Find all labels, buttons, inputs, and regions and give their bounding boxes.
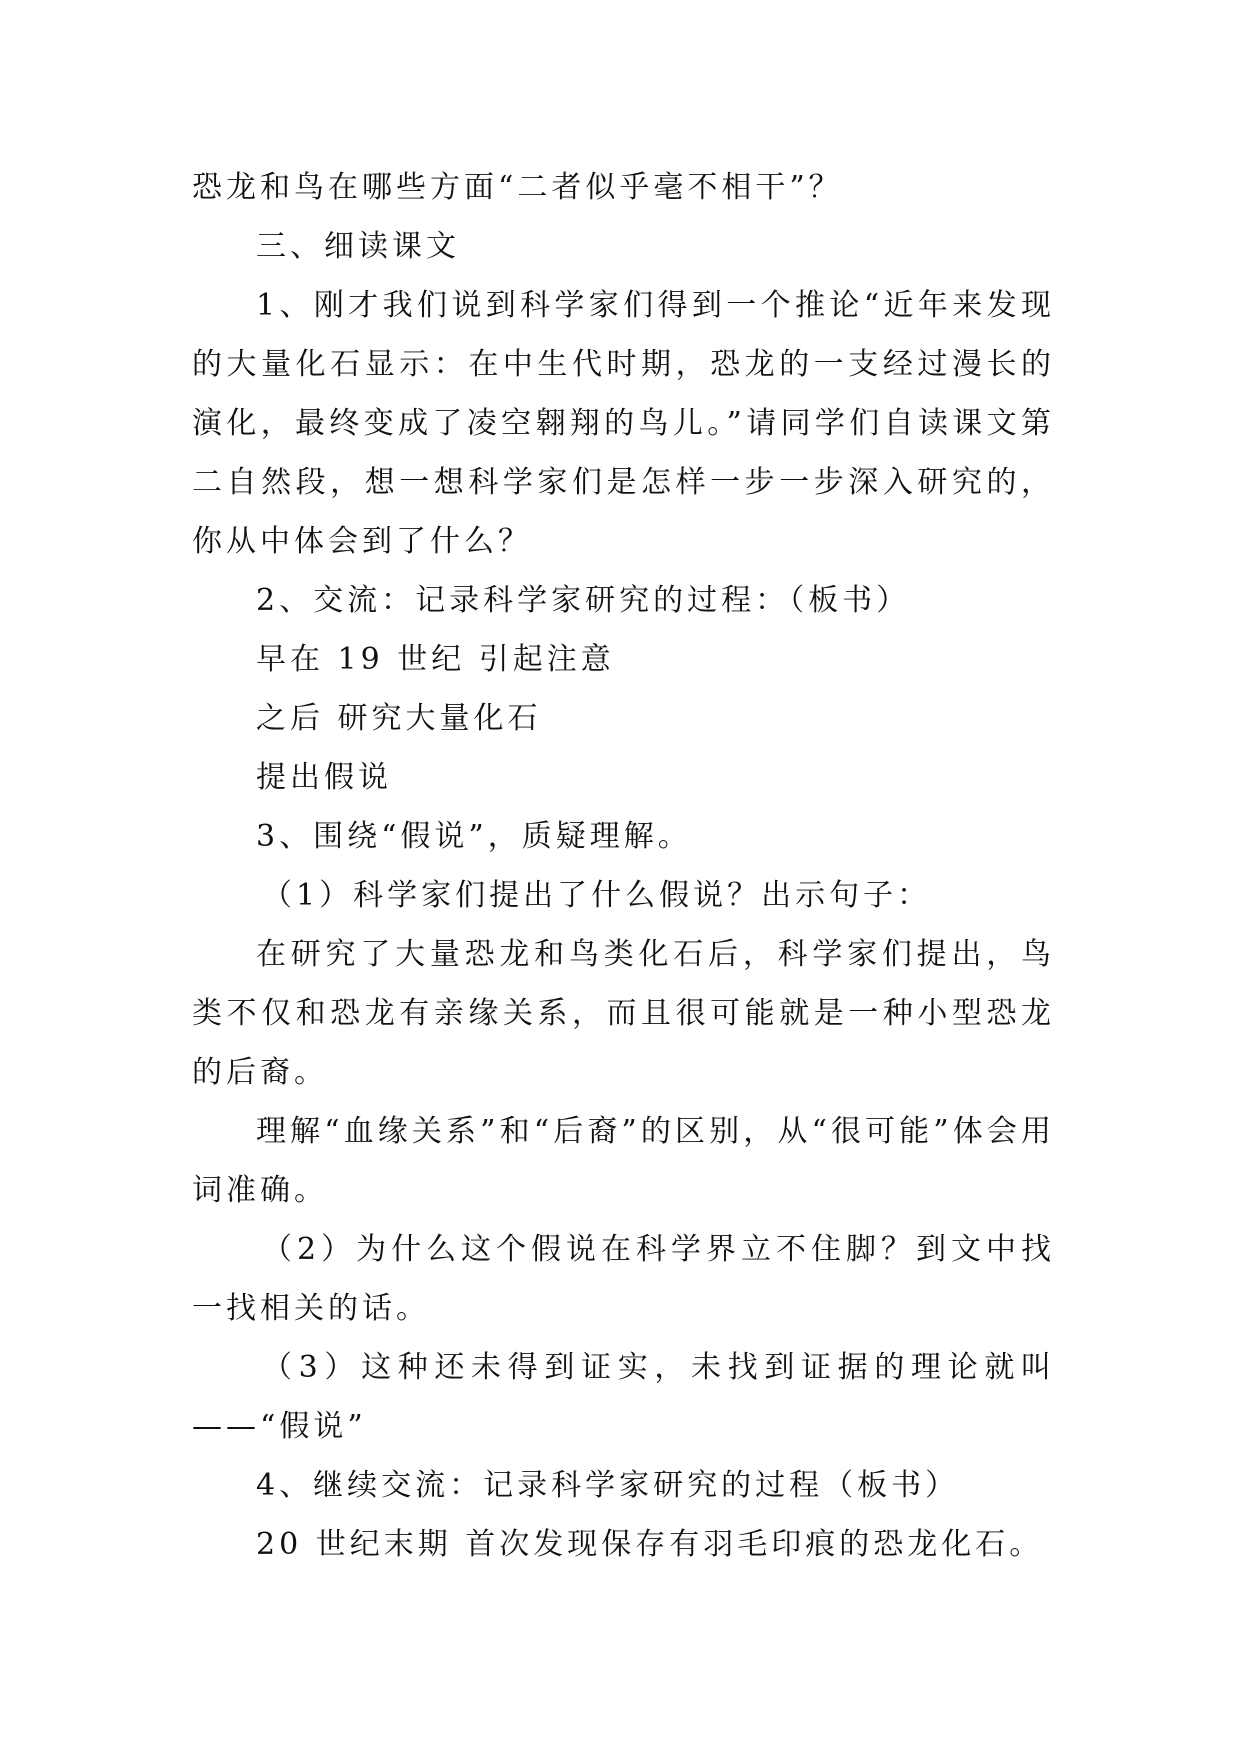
paragraph-step-1: 1、刚才我们说到科学家们得到一个推论“近年来发现的大量化石显示：在中生代时期，恐龙的一支经过漫长的演化，最终变成了凌空翱翔的鸟儿。”请同学们自读课文第二自然段，想一想科学家们是怎样一步一步深入研究的，你从中体会到了什么？	[192, 288, 1055, 559]
sub-question-2: （2）为什么这个假说在科学界立不住脚？到文中找一找相关的话。	[192, 1232, 1055, 1326]
paragraph-step-2: 2、交流：记录科学家研究的过程：（板书）	[256, 583, 911, 618]
paragraph-understanding: 理解“血缘关系”和“后裔”的区别，从“很可能”体会用词准确。	[192, 1114, 1055, 1208]
board-line-3: 提出假说	[256, 760, 392, 795]
paragraph-question: 恐龙和鸟在哪些方面“二者似乎毫不相干”？	[192, 170, 843, 205]
paragraph-step-3: 3、围绕“假说”，质疑理解。	[256, 819, 692, 854]
sub-question-3: （3）这种还未得到证实，未找到证据的理论就叫——“假说”	[192, 1350, 1055, 1444]
board-line-2: 之后 研究大量化石	[256, 701, 542, 736]
quoted-sentence: 在研究了大量恐龙和鸟类化石后，科学家们提出，鸟类不仅和恐龙有亲缘关系，而且很可能就是一种小型恐龙的后裔。	[192, 937, 1055, 1090]
sub-question-1: （1）科学家们提出了什么假说？出示句子：	[262, 878, 932, 913]
board-line-4: 20 世纪末期 首次发现保存有羽毛印痕的恐龙化石。	[256, 1527, 1044, 1562]
section-heading: 三、细读课文	[256, 229, 460, 264]
paragraph-step-4: 4、继续交流：记录科学家研究的过程（板书）	[256, 1468, 960, 1503]
board-line-1: 早在 19 世纪 引起注意	[256, 642, 615, 677]
